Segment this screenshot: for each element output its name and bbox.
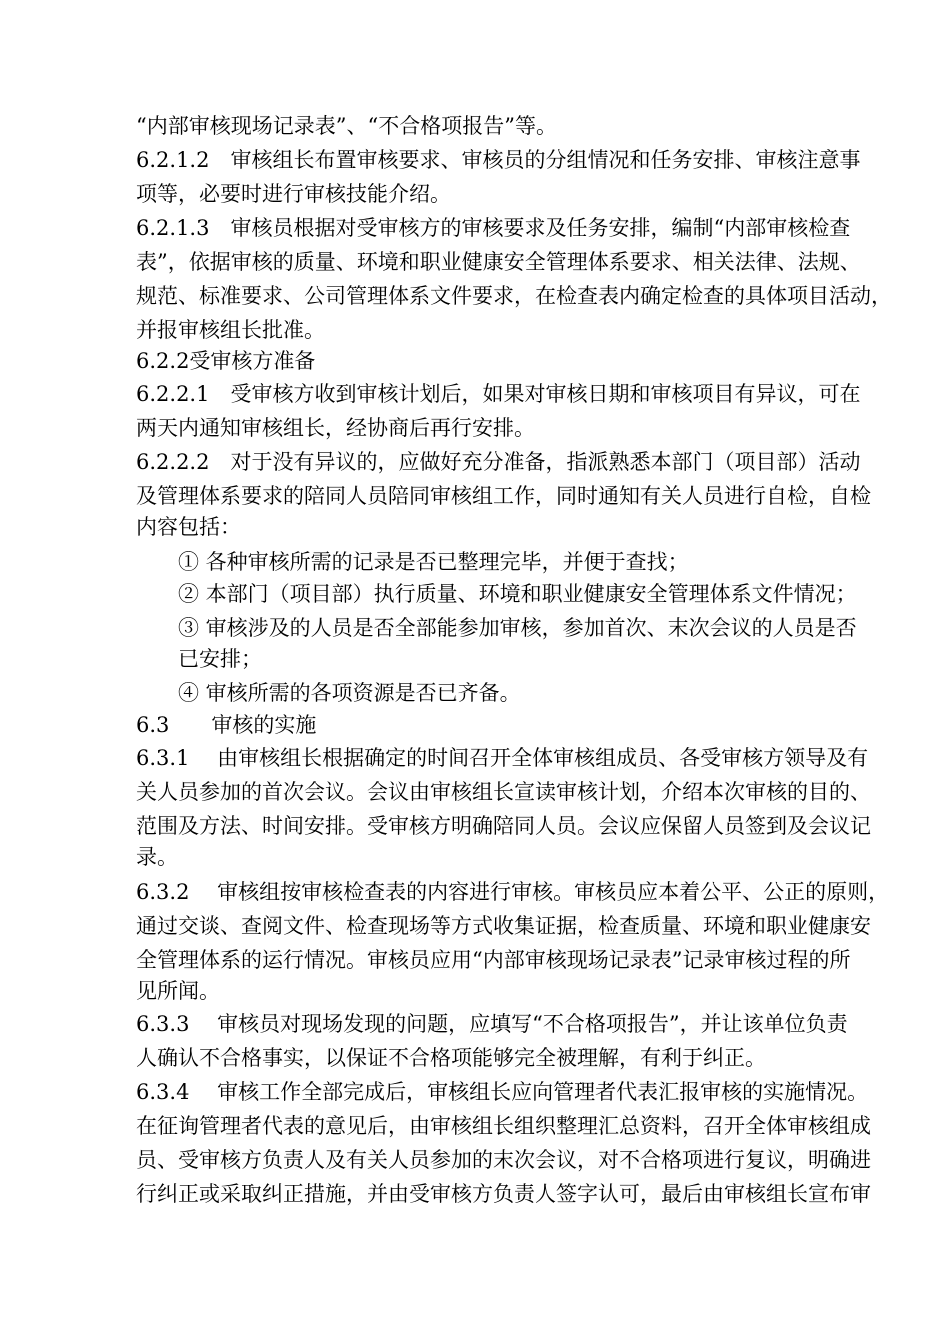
list-item: ② 本部门（项目部）执行质量、环境和职业健康安全管理体系文件情况；	[178, 582, 857, 606]
text-line: 两天内通知审核组长，经协商后再行安排。	[136, 416, 535, 440]
text-line: 人确认不合格事实，以保证不合格项能够完全被理解，有利于纠正。	[136, 1046, 766, 1070]
text-line: 6.2.1.2 审核组长布置审核要求、审核员的分组情况和任务安排、审核注意事	[136, 148, 861, 172]
text-line: “内部审核现场记录表”、“不合格项报告”等。	[136, 114, 557, 138]
text-line: 见所闻。	[136, 979, 220, 1003]
list-item: ④ 审核所需的各项资源是否已齐备。	[178, 681, 521, 705]
text-line: 6.2.1.3 审核员根据对受审核方的审核要求及任务安排，编制“内部审核检查	[136, 216, 851, 240]
text-line: 录。	[136, 845, 178, 869]
text-line: 全管理体系的运行情况。审核员应用“内部审核现场记录表”记录审核过程的所	[136, 948, 851, 972]
text-line: 6.2.2.1 受审核方收到审核计划后，如果对审核日期和审核项目有异议，可在	[136, 382, 861, 406]
list-item: ③ 审核涉及的人员是否全部能参加审核，参加首次、末次会议的人员是否	[178, 616, 857, 640]
section-heading: 6.2.2受审核方准备	[136, 349, 316, 373]
text-line: 内容包括：	[136, 515, 241, 539]
text-line: 员、受审核方负责人及有关人员参加的末次会议，对不合格项进行复议，明确进	[136, 1148, 871, 1172]
text-line: 行纠正或采取纠正措施，并由受审核方负责人签字认可，最后由审核组长宣布审	[136, 1182, 871, 1206]
text-line: 及管理体系要求的陪同人员陪同审核组工作，同时通知有关人员进行自检，自检	[136, 484, 871, 508]
list-item-continued: 已安排；	[178, 647, 262, 671]
text-line: 并报审核组长批准。	[136, 318, 325, 342]
section-heading: 6.3 审核的实施	[136, 713, 317, 737]
text-line: 范围及方法、时间安排。受审核方明确陪同人员。会议应保留人员签到及会议记	[136, 814, 871, 838]
text-line: 6.3.3 审核员对现场发现的问题，应填写“不合格项报告”，并让该单位负责	[136, 1012, 848, 1036]
text-line: 通过交谈、查阅文件、检查现场等方式收集证据，检查质量、环境和职业健康安	[136, 914, 871, 938]
list-item: ① 各种审核所需的记录是否已整理完毕，并便于查找；	[178, 550, 689, 574]
text-line: 表”，依据审核的质量、环境和职业健康安全管理体系要求、相关法律、法规、	[136, 250, 861, 274]
text-line: 6.2.2.2 对于没有异议的，应做好充分准备，指派熟悉本部门（项目部）活动	[136, 450, 861, 474]
text-line: 6.3.4 审核工作全部完成后，审核组长应向管理者代表汇报审核的实施情况。	[136, 1080, 869, 1104]
text-line: 项等，必要时进行审核技能介绍。	[136, 182, 451, 206]
text-line: 6.3.2 审核组按审核检查表的内容进行审核。审核员应本着公平、公正的原则，	[136, 880, 890, 904]
text-line: 规范、标准要求、公司管理体系文件要求，在检查表内确定检查的具体项目活动，	[136, 284, 892, 308]
text-line: 6.3.1 由审核组长根据确定的时间召开全体审核组成员、各受审核方领导及有	[136, 746, 869, 770]
text-line: 在征询管理者代表的意见后，由审核组长组织整理汇总资料，召开全体审核组成	[136, 1114, 871, 1138]
text-line: 关人员参加的首次会议。会议由审核组长宣读审核计划，介绍本次审核的目的、	[136, 780, 871, 804]
